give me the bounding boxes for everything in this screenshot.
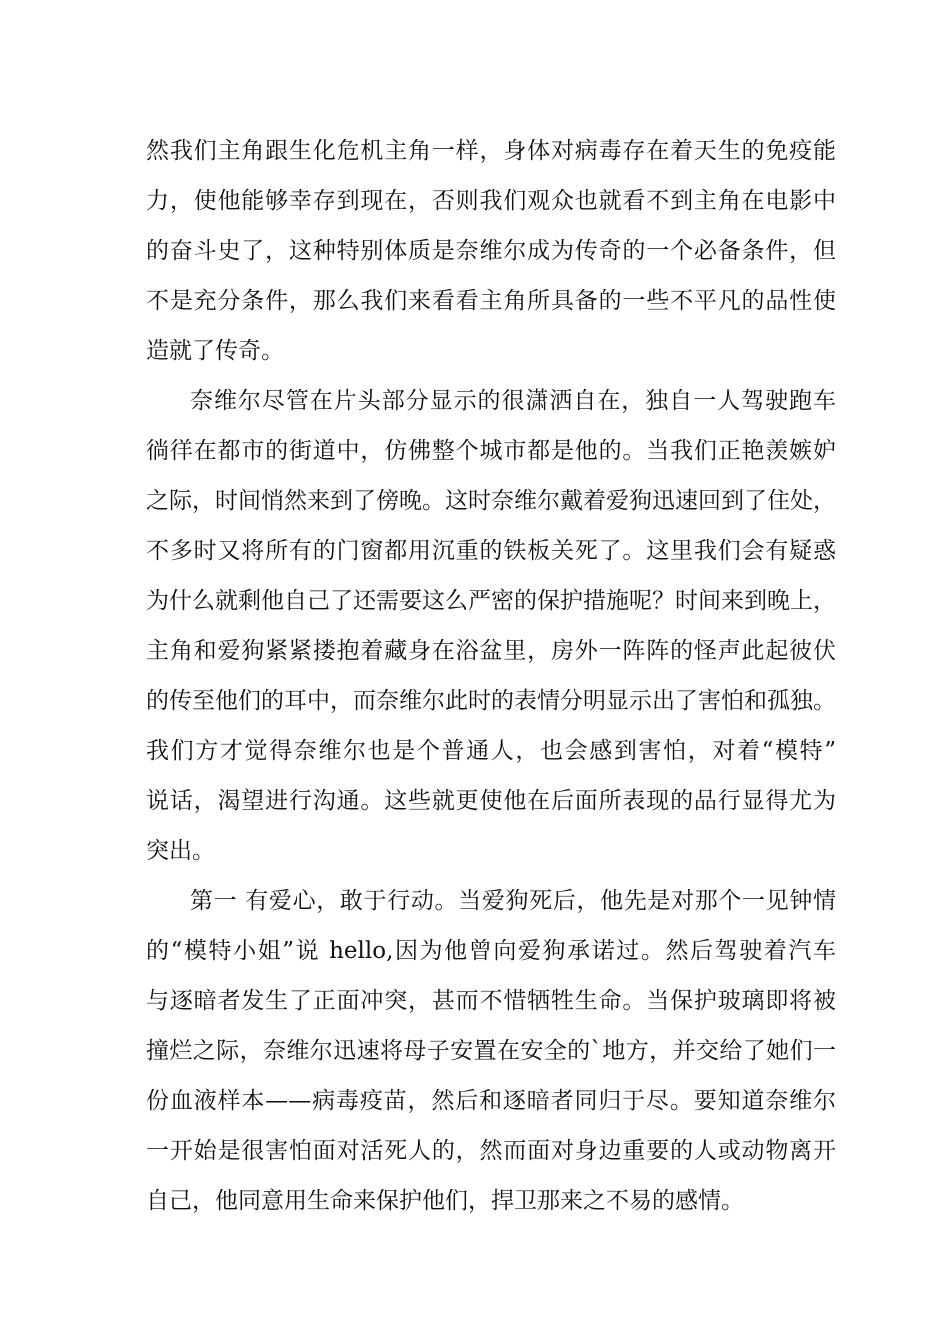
text-line: 与逐暗者发生了正面冲突，甚而不惜牺牲生命。当保护玻璃即将被 <box>146 988 836 1014</box>
body-text <box>146 126 836 1226</box>
text-line: 不是充分条件，那么我们来看看主角所具备的一些不平凡的品性使 <box>146 288 836 314</box>
text-line: 突出。 <box>146 838 215 864</box>
text-line: 说话，渴望进行沟通。这些就更使他在后面所表现的品行显得尤为 <box>146 788 836 814</box>
text-line: 的“模特小姐”说 hello,因为他曾向爱狗承诺过。然后驾驶着汽车 <box>146 938 836 964</box>
text-line: 不多时又将所有的门窗都用沉重的铁板关死了。这里我们会有疑惑 <box>146 538 836 564</box>
text-line: 之际，时间悄然来到了傍晚。这时奈维尔戴着爱狗迅速回到了住处， <box>146 488 836 514</box>
text-line: 自己，他同意用生命来保护他们，捍卫那来之不易的感情。 <box>146 1188 744 1214</box>
text-line: 第一 有爱心，敢于行动。当爱狗死后，他先是对那个一见钟情 <box>190 888 836 914</box>
text-line: 然我们主角跟生化危机主角一样，身体对病毒存在着天生的免疫能 <box>146 138 836 164</box>
text-line: 撞烂之际，奈维尔迅速将母子安置在安全的`地方，并交给了她们一 <box>146 1038 836 1064</box>
text-line: 的传至他们的耳中，而奈维尔此时的表情分明显示出了害怕和孤独。 <box>146 688 836 714</box>
text-line: 造就了传奇。 <box>146 338 284 364</box>
text-line: 份血液样本——病毒疫苗，然后和逐暗者同归于尽。要知道奈维尔 <box>146 1088 836 1114</box>
text-line: 力，使他能够幸存到现在，否则我们观众也就看不到主角在电影中 <box>146 188 836 214</box>
text-line: 为什么就剩他自己了还需要这么严密的保护措施呢？时间来到晚上， <box>146 588 836 614</box>
text-line: 徜徉在都市的街道中，仿佛整个城市都是他的。当我们正艳羡嫉妒 <box>146 438 836 464</box>
text-line: 一开始是很害怕面对活死人的，然而面对身边重要的人或动物离开 <box>146 1138 836 1164</box>
text-line: 我们方才觉得奈维尔也是个普通人，也会感到害怕，对着“模特” <box>146 738 836 764</box>
text-line: 奈维尔尽管在片头部分显示的很潇洒自在，独自一人驾驶跑车 <box>190 388 836 414</box>
text-line: 的奋斗史了，这种特别体质是奈维尔成为传奇的一个必备条件，但 <box>146 238 836 264</box>
text-line: 主角和爱狗紧紧搂抱着藏身在浴盆里，房外一阵阵的怪声此起彼伏 <box>146 638 836 664</box>
